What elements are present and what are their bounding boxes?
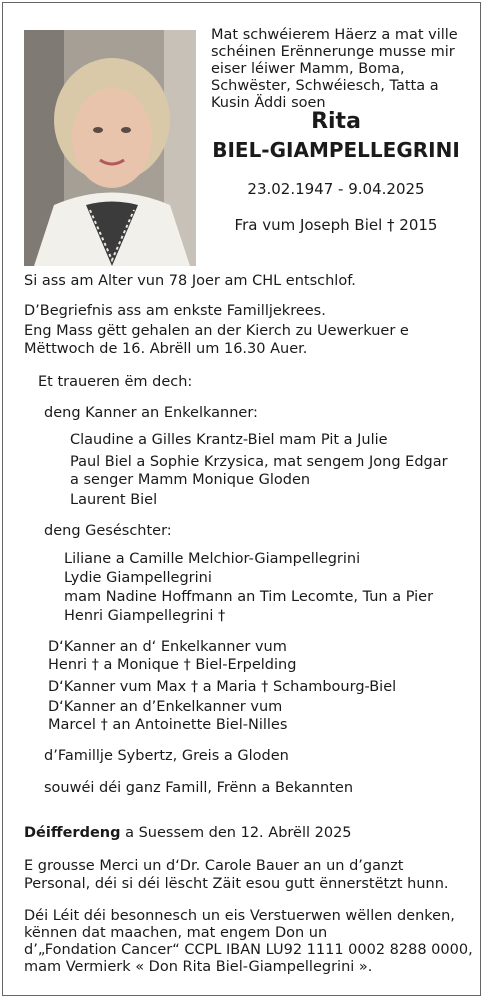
- donation-line-2: kënnen dat maachen, mat engem Don un: [24, 925, 328, 941]
- family-line: D‘Kanner vum Max † a Maria † Schambourg-Biel: [48, 679, 397, 695]
- place-date-line: [24, 824, 352, 842]
- family-line: Paul Biel a Sophie Krzysica, mat sengem Jong Edgar: [70, 454, 448, 470]
- family-line: a senger Mamm Monique Gloden: [70, 472, 311, 488]
- family-line: mam Nadine Hoffmann an Tim Lecomte, Tun a Pier: [64, 589, 434, 605]
- siblings-heading: deng Geséschter:: [44, 523, 172, 539]
- family-line: Marcel † an Antoinette Biel-Nilles: [48, 717, 288, 733]
- death-line: Si ass am Alter vun 78 Joer am CHL entschlof.: [24, 273, 356, 289]
- family-line: Henri † a Monique † Biel-Erpelding: [48, 657, 297, 673]
- family-line: Claudine a Gilles Krantz-Biel mam Pit a Julie: [70, 432, 388, 448]
- family-line: Lydie Giampellegrini: [64, 570, 212, 586]
- donation-line-3: d’„Fondation Cancer“ CCPL IBAN LU92 1111 0002 8288 0000,: [24, 942, 473, 958]
- donation-line-1: Déi Léit déi besonnesch un eis Verstuerwen wëllen denken,: [24, 908, 455, 924]
- family-line: Liliane a Camille Melchior-Giampellegrini: [64, 551, 361, 567]
- thanks-line-2: Personal, déi si déi lëscht Zäit esou gutt ënnerstëtzt hunn.: [24, 876, 449, 892]
- place-name: Déifferdeng: [24, 825, 121, 841]
- place-date-rest: a Suessem den 12. Abrëll 2025: [120, 825, 352, 841]
- donation-line-4: mam Vermierk « Don Rita Biel-Giampellegrini ».: [24, 959, 373, 975]
- funeral-line: D’Begriefnis ass am enkste Familljekrees.: [24, 303, 326, 319]
- children-heading: deng Kanner an Enkelkanner:: [44, 405, 258, 421]
- thanks-line-1: E grousse Merci un d‘Dr. Carole Bauer an un d’ganzt: [24, 858, 404, 874]
- deceased-last-name: BIEL-GIAMPELLEGRINI: [212, 138, 460, 162]
- family-line: d’Famillje Sybertz, Greis a Gloden: [44, 748, 289, 764]
- life-dates: 23.02.1947 - 9.04.2025: [247, 180, 425, 198]
- deceased-first-name: Rita: [311, 109, 361, 134]
- mass-line-1: Eng Mass gëtt gehalen an der Kierch zu Uewerkuer e: [24, 323, 409, 339]
- family-line: Henri Giampellegrini †: [64, 608, 226, 624]
- friends-line: souwéi déi ganz Famill, Frënn a Bekannten: [44, 780, 354, 796]
- family-line: D‘Kanner an d’Enkelkanner vum: [48, 699, 283, 715]
- spouse-line: Fra vum Joseph Biel † 2015: [234, 216, 438, 234]
- portrait-photo: [24, 30, 196, 266]
- intro-text: Mat schwéierem Häerz a mat ville schéinen Erënnerunge musse mir eiser léiwer Mamm, Boma, Schwëster, Schwéiesch, Tatta a Kusin Äddi soen: [211, 27, 458, 111]
- family-line: D‘Kanner an d‘ Enkelkanner vum: [48, 639, 287, 655]
- mass-line-2: Mëttwoch de 16. Abrëll um 16.30 Auer.: [24, 341, 308, 357]
- mourners-heading: Et traueren ëm dech:: [38, 374, 193, 390]
- family-line: Laurent Biel: [70, 492, 158, 508]
